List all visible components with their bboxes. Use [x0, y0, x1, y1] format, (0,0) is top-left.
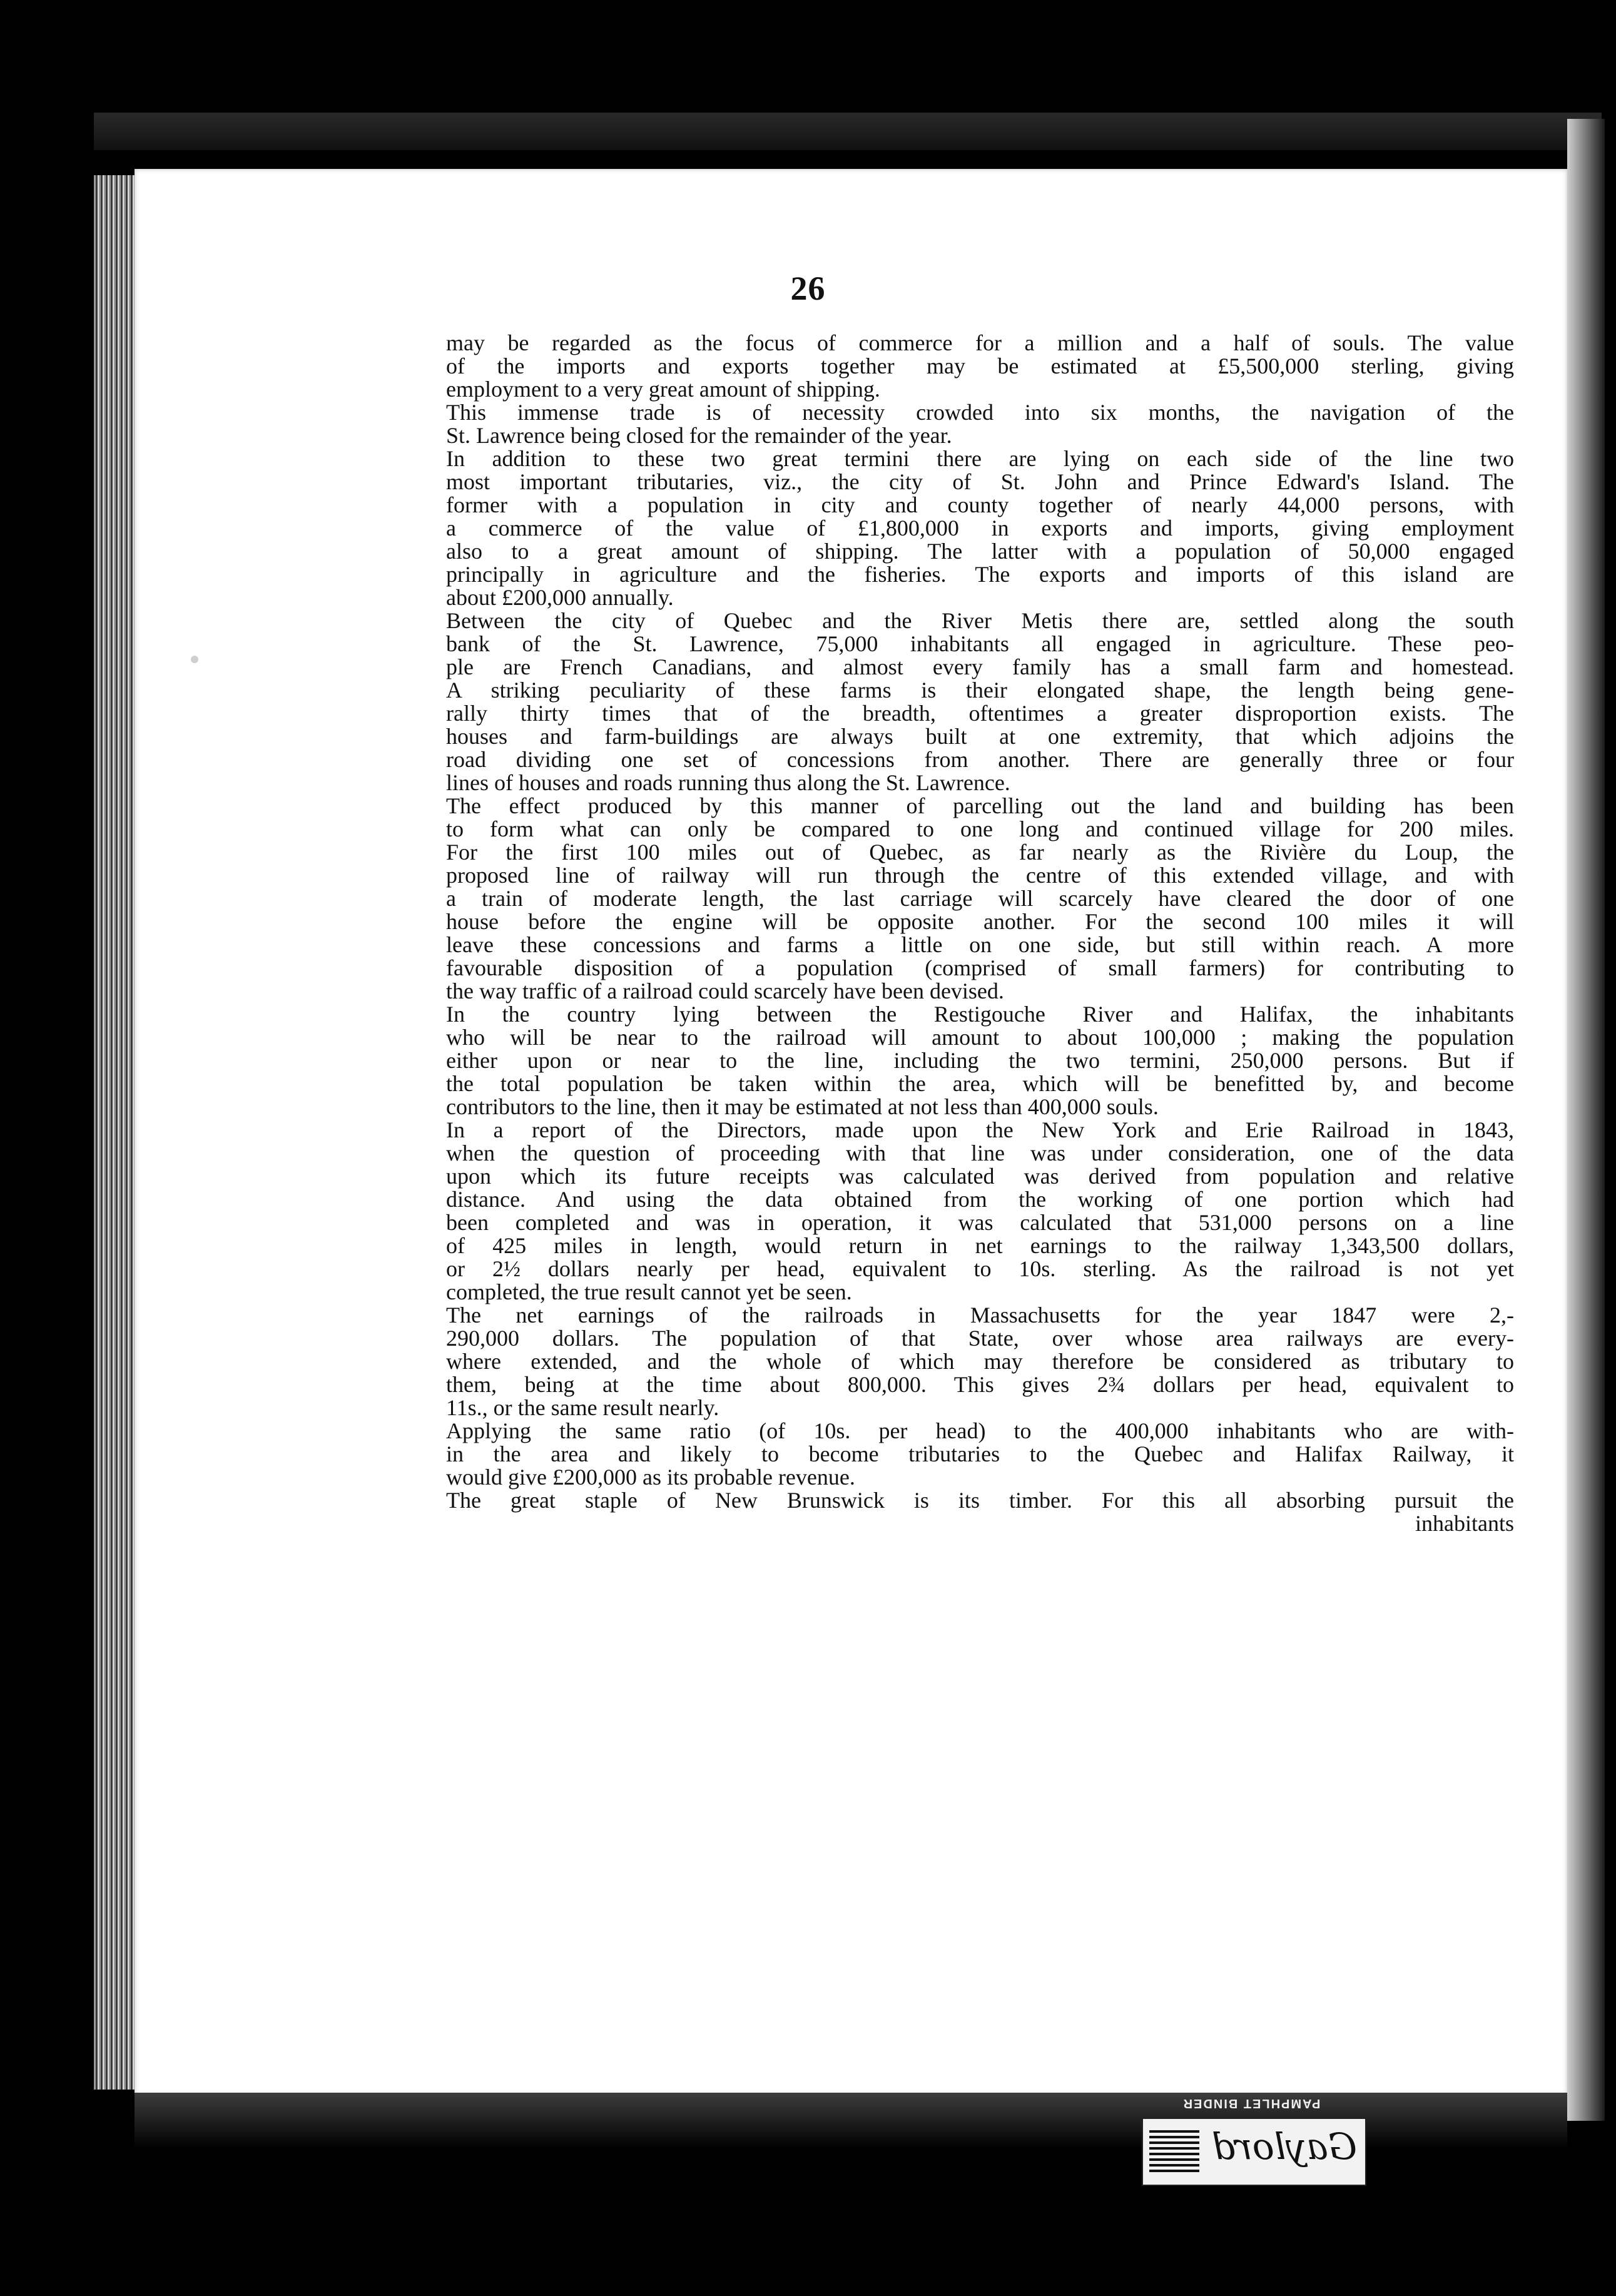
text-line: lines of houses and roads running thus along the St. Lawrence.: [446, 770, 1010, 795]
text-line: either upon or near to the line, including the two termini, 250,000 persons. But if: [446, 1048, 1514, 1073]
text-line: may be regarded as the focus of commerce for a million and a half of souls. The value: [446, 330, 1514, 355]
text-line: of the imports and exports together may be estimated at £5,500,000 sterling, giving: [446, 353, 1514, 378]
text-line: Applying the same ratio (of 10s. per head) to the 400,000 inhabitants who are with-: [446, 1418, 1514, 1443]
text-line: the way traffic of a railroad could scarcely have been devised.: [446, 978, 1004, 1003]
text-line: In a report of the Directors, made upon the New York and Erie Railroad in 1843,: [446, 1117, 1514, 1142]
text-line: them, being at the time about 800,000. This gives 2¾ dollars per head, equivalent to: [446, 1372, 1514, 1397]
text-line: A striking peculiarity of these farms is their elongated shape, the length being gene-: [446, 678, 1514, 703]
text-line: a train of moderate length, the last carriage will scarcely have cleared the door of one: [446, 886, 1514, 911]
catchword: inhabitants: [1415, 1511, 1514, 1536]
text-line: most important tributaries, viz., the city of St. John and Prince Edward's Island. The: [446, 469, 1514, 494]
text-line: favourable disposition of a population (comprised of small farmers) for contributing to: [446, 955, 1514, 980]
binder-label: PAMPHLET BINDER: [1182, 2096, 1321, 2110]
text-line: In addition to these two great termini there are lying on each side of the line two: [446, 446, 1514, 471]
text-line: of 425 miles in length, would return in net earnings to the railway 1,343,500 dollars,: [446, 1233, 1514, 1258]
text-line: The great staple of New Brunswick is its timber. For this all absorbing pursuit the: [446, 1488, 1514, 1513]
text-line: road dividing one set of concessions from another. There are generally three or four: [446, 747, 1514, 772]
text-line: bank of the St. Lawrence, 75,000 inhabitants all engaged in agriculture. These peo-: [446, 631, 1514, 656]
text-line: where extended, and the whole of which may therefore be considered as tributary to: [446, 1349, 1514, 1374]
text-line: ple are French Canadians, and almost every family has a small farm and homestead.: [446, 654, 1514, 679]
text-line: leave these concessions and farms a little on one side, but still within reach. A more: [446, 932, 1514, 957]
text-line: rally thirty times that of the breadth, oftentimes a greater disproportion exists. The: [446, 701, 1514, 726]
text-line: contributors to the line, then it may be estimated at not less than 400,000 souls.: [446, 1094, 1159, 1119]
text-line: principally in agriculture and the fisheries. The exports and imports of this island are: [446, 562, 1514, 587]
text-line: The effect produced by this manner of parcelling out the land and building has been: [446, 793, 1514, 818]
text-line: been completed and was in operation, it was calculated that 531,000 persons on a line: [446, 1210, 1514, 1235]
text-line: when the question of proceeding with that line was under consideration, one of the data: [446, 1140, 1514, 1166]
text-line: to form what can only be compared to one long and continued village for 200 miles.: [446, 816, 1514, 841]
stamp-signature: Gaylord: [1212, 2125, 1357, 2168]
stamp-bars-icon: [1149, 2130, 1199, 2174]
text-line: house before the engine will be opposite another. For the second 100 miles it will: [446, 909, 1514, 934]
text-line: former with a population in city and county together of nearly 44,000 persons, with: [446, 492, 1514, 517]
text-line: proposed line of railway will run through the centre of this extended village, and with: [446, 863, 1514, 888]
margin-dot: [191, 656, 198, 663]
book-spine-shadow: [94, 113, 1602, 150]
text-line: 11s., or the same result nearly.: [446, 1395, 719, 1420]
text-line: St. Lawrence being closed for the remainder of the year.: [446, 423, 952, 448]
text-line: This immense trade is of necessity crowded into six months, the navigation of the: [446, 400, 1514, 425]
text-line: also to a great amount of shipping. The latter with a population of 50,000 engaged: [446, 539, 1514, 564]
text-line: the total population be taken within the area, which will be benefitted by, and become: [446, 1071, 1514, 1096]
text-line: about £200,000 annually.: [446, 585, 674, 610]
text-line: who will be near to the railroad will amount to about 100,000 ; making the population: [446, 1025, 1514, 1050]
gaylord-binder-stamp: [1142, 2118, 1366, 2186]
text-line: employment to a very great amount of shipping.: [446, 377, 880, 402]
text-line: or 2½ dollars nearly per head, equivalent to 10s. sterling. As the railroad is not yet: [446, 1256, 1514, 1281]
binding-edge: [1567, 119, 1605, 2121]
text-line: in the area and likely to become tributaries to the Quebec and Halifax Railway, it: [446, 1441, 1514, 1466]
page-stack-edge: [94, 175, 138, 2090]
text-line: The net earnings of the railroads in Massachusetts for the year 1847 were 2,-: [446, 1303, 1514, 1328]
text-line: a commerce of the value of £1,800,000 in exports and imports, giving employment: [446, 516, 1514, 541]
text-line: distance. And using the data obtained from the working of one portion which had: [446, 1187, 1514, 1212]
text-line: 290,000 dollars. The population of that State, over whose area railways are every-: [446, 1326, 1514, 1351]
body-text: [446, 332, 1514, 1535]
text-line: upon which its future receipts was calculated was derived from population and relative: [446, 1164, 1514, 1189]
text-line: In the country lying between the Restigouche River and Halifax, the inhabitants: [446, 1002, 1514, 1027]
page-number: 26: [790, 270, 826, 307]
text-line: Between the city of Quebec and the River Metis there are, settled along the south: [446, 608, 1514, 633]
text-line: completed, the true result cannot yet be seen.: [446, 1279, 852, 1304]
text-line: For the first 100 miles out of Quebec, as far nearly as the Rivière du Loup, the: [446, 840, 1514, 865]
text-line: would give £200,000 as its probable revenue.: [446, 1465, 855, 1490]
text-line: houses and farm-buildings are always built at one extremity, that which adjoins the: [446, 724, 1514, 749]
